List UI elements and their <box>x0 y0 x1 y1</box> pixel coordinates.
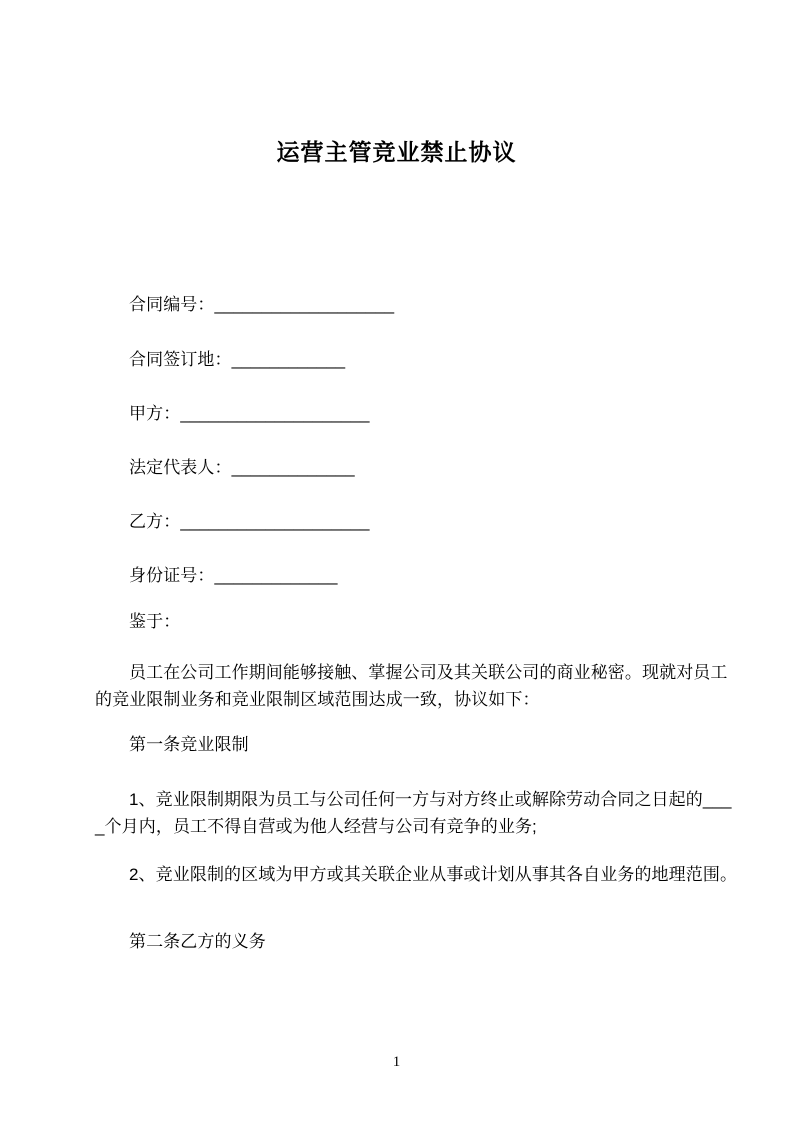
article1-item1-line-1: 1、竞业限制期限为员工与公司任何一方与对方终止或解除劳动合同之日起的___ <box>129 790 732 809</box>
contract-number-blank-line: ___________________ <box>214 295 395 314</box>
article2-heading: 第二条乙方的义务 <box>129 932 266 951</box>
article1-item2: 2、竞业限制的区域为甲方或其关联企业从事或计划从事其各自业务的地理范围。 <box>129 865 738 884</box>
party-a-label: 甲方： <box>129 404 181 423</box>
party-b-label: 乙方： <box>129 512 181 531</box>
whereas-label: 鉴于： <box>129 612 181 631</box>
contract-number-label: 合同编号： <box>129 295 215 314</box>
field-row-party-a <box>129 404 369 424</box>
id-number-blank-line: _____________ <box>214 566 338 585</box>
signing-place-blank-line: ____________ <box>231 350 346 369</box>
field-row-party-b <box>129 512 369 532</box>
party-a-blank-line: ____________________ <box>180 404 370 423</box>
field-row-signing-place <box>129 350 345 370</box>
legal-representative-blank-line: _____________ <box>231 458 355 477</box>
recitals-paragraph-line-2: 的竞业限制业务和竞业限制区域范围达成一致，协议如下： <box>95 690 540 709</box>
id-number-label: 身份证号： <box>129 566 215 585</box>
page-number: 1 <box>392 1054 401 1070</box>
recitals-paragraph-line-1: 员工在公司工作期间能够接触、掌握公司及其关联公司的商业秘密。现就对员工 <box>129 663 728 682</box>
page-title: 运营主管竞业禁止协议 <box>276 139 517 165</box>
party-b-blank-line: ____________________ <box>180 512 370 531</box>
field-row-legal-representative <box>129 458 355 478</box>
article1-heading: 第一条竞业限制 <box>129 735 249 754</box>
field-row-contract-number <box>129 295 394 315</box>
field-row-id-number <box>129 566 337 586</box>
legal-representative-label: 法定代表人： <box>129 458 232 477</box>
article1-item1-line-2: _个月内，员工不得自营或为他人经营与公司有竞争的业务; <box>95 817 537 836</box>
signing-place-label: 合同签订地： <box>129 350 232 369</box>
